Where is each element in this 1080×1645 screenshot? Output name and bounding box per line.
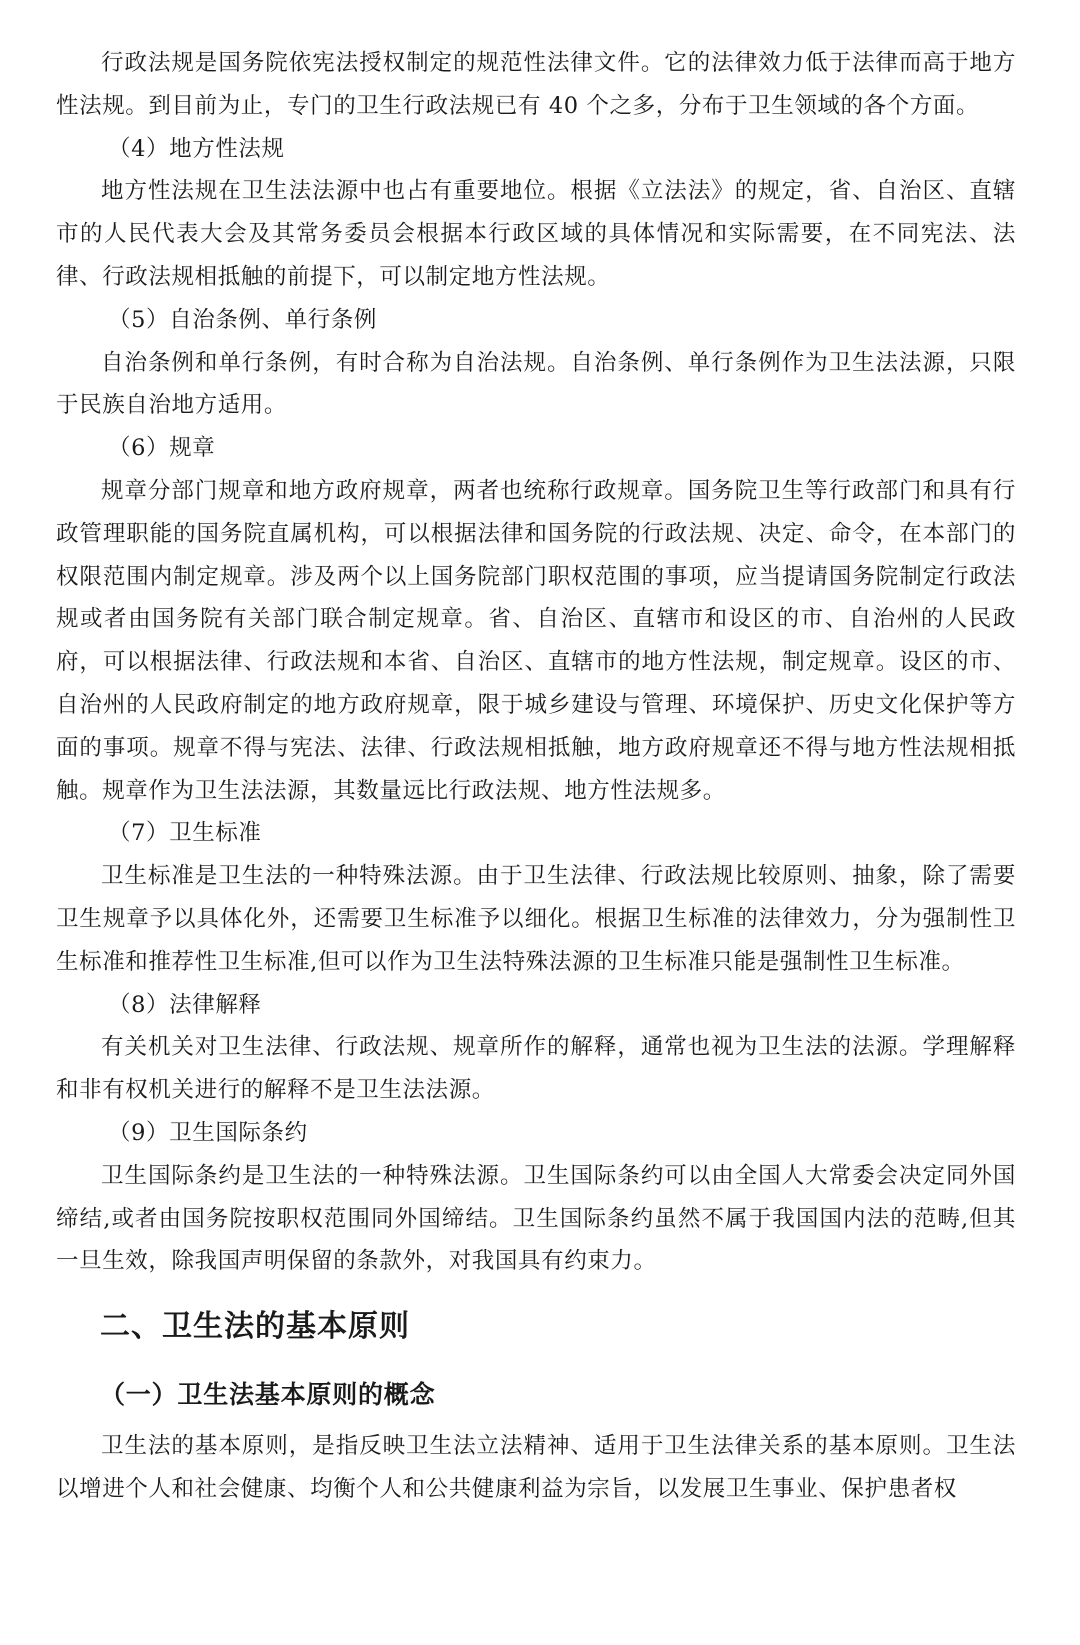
heading-local-regulations: （4）地方性法规 [108, 135, 285, 162]
section-title: 二、卫生法的基本原则 [100, 1309, 410, 1345]
paragraph-international-treaties: 卫生国际条约是卫生法的一种特殊法源。卫生国际条约可以由全国人大常委会决定同外国缔结,或者由国务院按职权范围同外国缔结。卫生国际条约虽然不属于我国国内法的范畴,但其一旦生效，除我国声明保留的条款外，对我国具有约束力。 [56, 1162, 1016, 1275]
document-page [56, 42, 1016, 1511]
subsection-title: （一）卫生法基本原则的概念 [100, 1380, 436, 1410]
paragraph-administrative-regulations: 行政法规是国务院依宪法授权制定的规范性法律文件。它的法律效力低于法律而高于地方性法规。到目前为止，专门的卫生行政法规已有 40 个之多，分布于卫生领域的各个方面。 [56, 50, 1016, 119]
heading-legal-interpretation: （8）法律解释 [108, 991, 262, 1018]
paragraph-local-regulations: 地方性法规在卫生法法源中也占有重要地位。根据《立法法》的规定，省、自治区、直辖市的人民代表大会及其常务委员会根据本行政区域的具体情况和实际需要，在不同宪法、法律、行政法规相抵触的前提下，可以制定地方性法规。 [56, 178, 1016, 290]
paragraph-basic-principles: 卫生法的基本原则，是指反映卫生法立法精神、适用于卫生法律关系的基本原则。卫生法以增进个人和社会健康、均衡个人和公共健康利益为宗旨，以发展卫生事业、保护患者权 [56, 1433, 1016, 1502]
heading-international-treaties: （9）卫生国际条约 [108, 1119, 308, 1146]
heading-health-standards: （7）卫生标准 [108, 820, 262, 847]
paragraph-health-standards: 卫生标准是卫生法的一种特殊法源。由于卫生法律、行政法规比较原则、抽象，除了需要卫生规章予以具体化外，还需要卫生标准予以细化。根据卫生标准的法律效力，分为强制性卫生标准和推荐性卫生标准,但可以作为卫生法特殊法源的卫生标准只能是强制性卫生标准。 [56, 863, 1016, 975]
heading-rules: （6）规章 [108, 435, 216, 462]
heading-autonomous-regulations: （5）自治条例、单行条例 [108, 306, 378, 333]
paragraph-autonomous-regulations: 自治条例和单行条例，有时合称为自治法规。自治条例、单行条例作为卫生法法源，只限于民族自治地方适用。 [56, 349, 1016, 419]
paragraph-rules: 规章分部门规章和地方政府规章，两者也统称行政规章。国务院卫生等行政部门和具有行政管理职能的国务院直属机构，可以根据法律和国务院的行政法规、决定、命令，在本部门的权限范围内制定规章。涉及两个以上国务院部门职权范围的事项，应当提请国务院制定行政法规或者由国务院有关部门联合制定规章。省、自治区、直辖市和设区的市、自治州的人民政府，可以根据法律、行政法规和本省、自治区、直辖市的地方性法规，制定规章。设区的市、自治州的人民政府制定的地方政府规章，限于城乡建设与管理、环境保护、历史文化保护等方面的事项。规章不得与宪法、法律、行政法规相抵触，地方政府规章还不得与地方性法规相抵触。规章作为卫生法法源，其数量远比行政法规、地方性法规多。 [56, 477, 1016, 804]
paragraph-legal-interpretation: 有关机关对卫生法律、行政法规、规章所作的解释，通常也视为卫生法的法源。学理解释和非有权机关进行的解释不是卫生法法源。 [56, 1034, 1016, 1104]
